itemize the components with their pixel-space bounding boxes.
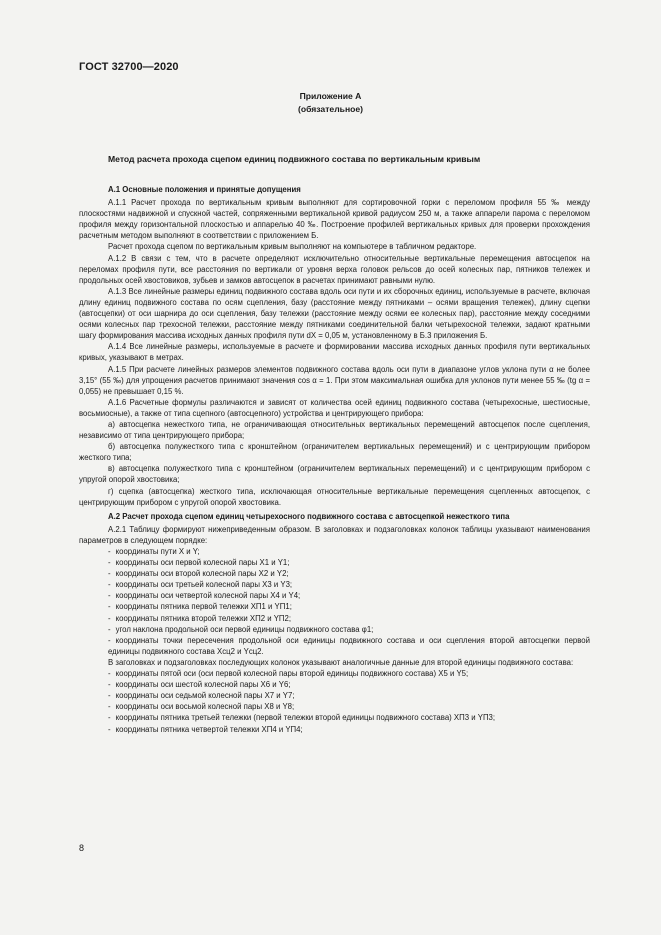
list-dash: -	[108, 680, 111, 690]
paragraph: А.2.1 Таблицу формируют нижеприведенным образом. В заголовках и подзаголовках колонок таблицы указывают наименования параметров в следующем порядке:	[79, 524, 590, 545]
list-item: - угол наклона продольной оси первой единицы подвижного состава φ1;	[108, 624, 374, 634]
list-item: - координаты точки пересечения продольной оси единицы подвижного состава и оси сцепления второй автосцепки первой единицы подвижного состава Xсц2 и Yсц2.	[108, 635, 590, 656]
list-item: - координаты пятника первой тележки XП1 и YП1;	[108, 602, 292, 612]
list-item: - координаты оси седьмой колесной пары X7 и Y7;	[108, 691, 295, 701]
list-dash: -	[108, 691, 111, 701]
paragraph: А.1.4 Все линейные размеры, используемые в расчете и формировании массива исходных данных профиля пути вертикальных кривых, указывают в метрах.	[79, 342, 590, 363]
parameter-list	[79, 668, 590, 735]
list-dash: -	[108, 702, 111, 712]
page-number: 8	[79, 843, 85, 853]
list-dash: -	[108, 580, 111, 590]
list-item: - координаты пятника третьей тележки (первой тележки второй единицы подвижного состава) XП3 и YП3;	[108, 713, 496, 723]
list-dash: -	[108, 569, 111, 579]
list-dash: -	[108, 558, 111, 568]
paragraph: г) сцепка (автосцепка) жесткого типа, исключающая относительные вертикальные перемещения сцепленных автосцепок, с центрирующим прибором с упругой опорой хвостовика.	[79, 486, 590, 507]
list-dash: -	[108, 613, 111, 623]
list-dash: -	[108, 724, 111, 734]
paragraph: А.1.6 Расчетные формулы различаются и зависят от количества осей единиц подвижного состава (четырехосные, шестиосные, восьмиосные), а также от типа сцепного (автосцепного) устройства и центрирующего прибора:	[79, 397, 590, 418]
standard-header: ГОСТ 32700—2020	[79, 61, 179, 73]
paragraph: В заголовках и подзаголовках последующих колонок указывают аналогичные данные для второй единицы подвижного состава:	[108, 657, 574, 667]
paragraph: А.1.2 В связи с тем, что в расчете определяют исключительно относительные вертикальные перемещения автосцепок на переломах профиля пути, все расстояния по вертикали от уровня верха головок рельсов до осей колесных пар, пятников тележек и продольных осей хвостовиков, зубьев и замков автосцепок в расчетах принимают равными нулю.	[79, 253, 590, 285]
appendix-subtitle: (обязательное)	[297, 103, 364, 114]
list-item: - координаты оси третьей колесной пары X3 и Y3;	[108, 580, 293, 590]
section-heading: А.2 Расчет прохода сцепом единиц четырехосного подвижного состава с автосцепкой нежесткого типа	[108, 511, 510, 521]
paragraph: А.1.5 При расчете линейных размеров элементов подвижного состава вдоль оси пути в диапазоне углов уклона пути α не более 3,15° (55 ‰) для упрощения расчетов принимают значения cos α = 1. При этом максимальная ошибка для уклонов пути менее 55 ‰ (tg α = 0,055) не превышает 0,15 %.	[79, 364, 590, 396]
list-item: - координаты оси шестой колесной пары X6 и Y6;	[108, 680, 291, 690]
paragraph: б) автосцепка полужесткого типа с кронштейном (ограничителем вертикальных перемещений) и с центрирующим прибором жесткого типа;	[79, 442, 590, 463]
paragraph: в) автосцепка полужесткого типа с кронштейном (ограничителем вертикальных перемещений) и с центрирующим прибором с упругой опорой хвостовика;	[79, 464, 590, 485]
appendix-heading	[0, 90, 661, 115]
list-item: - координаты оси четвертой колесной пары X4 и Y4;	[108, 591, 301, 601]
list-item: - координаты пути X и Y;	[108, 547, 200, 556]
list-item: - координаты пятника четвертой тележки XП4 и YП4;	[108, 724, 303, 734]
paragraph: А.1.1 Расчет прохода по вертикальным кривым выполняют для сортировочной горки с переломом профиля 55 ‰ между плоскостями надвижной и спускной частей, сопряженными вертикальной кривой радиусом 250 м, а также аппарели парома с переломом профиля между горизонтальной плоскостью и аппарелью 40 ‰. Построение профилей вертикальных кривых для проверки прохождения расчетным методом выполняют в соответствии с приложением Б.	[79, 198, 590, 241]
list-dash: -	[108, 591, 111, 601]
paragraph: Расчет прохода сцепом по вертикальным кривым выполняют на компьютере в табличном редакторе.	[108, 242, 477, 252]
paragraph: а) автосцепка нежесткого типа, не ограничивающая относительных вертикальных перемещений автосцепок после сцепления, независимо от типа центрирующего прибора;	[79, 419, 590, 441]
document-title: Метод расчета прохода сцепом единиц подвижного состава по вертикальным кривым	[108, 154, 481, 164]
appendix-title: Приложение А	[299, 91, 362, 101]
list-dash: -	[108, 624, 111, 634]
list-item: - координаты оси восьмой колесной пары X8 и Y8;	[108, 702, 295, 712]
list-item: - координаты пятника второй тележки XП2 и YП2;	[108, 613, 292, 623]
section-heading: А.1 Основные положения и принятые допущения	[108, 185, 301, 194]
list-item: - координаты оси первой колесной пары X1 и Y1;	[108, 558, 290, 568]
parameter-list	[79, 546, 590, 657]
list-dash: -	[108, 669, 111, 679]
list-dash: -	[108, 713, 111, 723]
list-dash: -	[108, 547, 111, 556]
list-item: - координаты оси второй колесной пары X2 и Y2;	[108, 569, 289, 579]
paragraph: А.1.3 Все линейные размеры единиц подвижного состава вдоль оси пути и их сборочных единиц, используемые в расчете, включая длину единиц подвижного состава по осям сцепления, базу (расстояние между пятниками – осями вращения тележек), длину сцепки (автосцепки) от оси шарнира до оси сцепления, базу тележки (расстояние между осями ее колесных пар), расстояние между соседними осями колесных пар трехосной тележки, расстояние между пятниками соединительной балки четырехосной тележки, задают кратными шагу формирования массива исходных данных профиля пути dX = 0,05 м, установленному в Б.3 приложения Б.	[79, 286, 590, 341]
list-dash: -	[108, 635, 111, 645]
document-body	[79, 184, 590, 735]
list-dash: -	[108, 602, 111, 612]
list-item: - координаты пятой оси (оси первой колесной пары второй единицы подвижного состава) X5 и Y5;	[108, 669, 469, 679]
